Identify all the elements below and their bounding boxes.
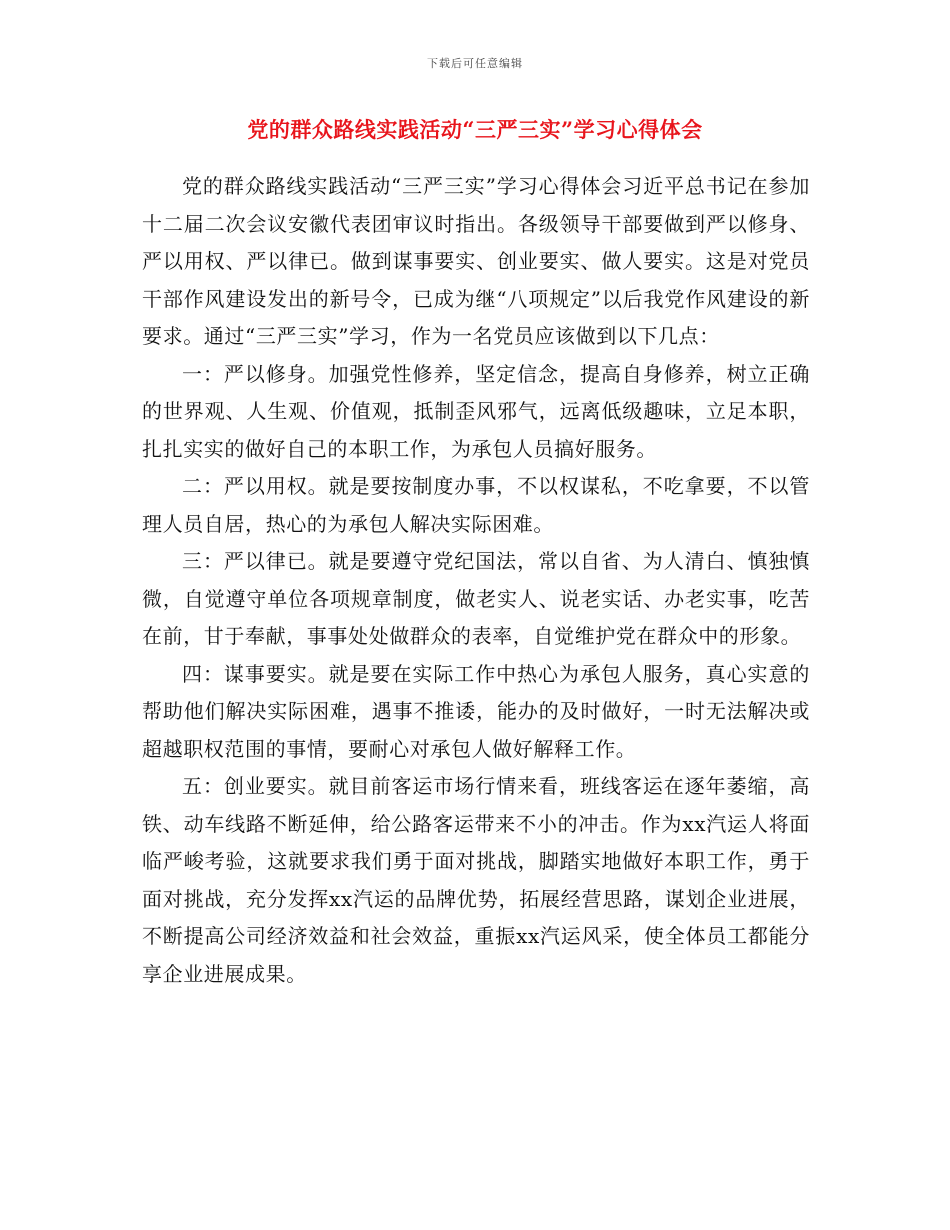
paragraph: 四：谋事要实。就是要在实际工作中热心为承包人服务，真心实意的帮助他们解决实际困难，遇事不推诿，能办的及时做好，一时无法解决或超越职权范围的事情，要耐心对承包人做好解释工作。	[142, 661, 810, 761]
header-note: 下载后可任意编辑	[427, 57, 523, 70]
document-title: 党的群众路线实践活动“三严三实”学习心得体会	[247, 117, 703, 142]
paragraph: 党的群众路线实践活动“三严三实”学习心得体会习近平总书记在参加十二届二次会议安徽代表团审议时指出。各级领导干部要做到严以修身、严以用权、严以律已。做到谋事要实、创业要实、做人要实。这是对党员干部作风建设发出的新号令，已成为继“八项规定”以后我党作风建设的新要求。通过“三严三实”学习，作为一名党员应该做到以下几点：	[142, 174, 810, 348]
paragraph: 一：严以修身。加强党性修养，坚定信念，提高自身修养，树立正确的世界观、人生观、价值观，抵制歪风邪气，远离低级趣味，立足本职，扎扎实实的做好自己的本职工作，为承包人员搞好服务。	[142, 361, 810, 461]
paragraph: 二：严以用权。就是要按制度办事，不以权谋私，不吃拿要，不以管理人员自居，热心的为承包人解决实际困难。	[142, 474, 810, 536]
paragraph: 三：严以律已。就是要遵守党纪国法，常以自省、为人清白、慎独慎微，自觉遵守单位各项规章制度，做老实人、说老实话、办老实事，吃苦在前，甘于奉献，事事处处做群众的表率，自觉维护党在群众中的形象。	[142, 549, 810, 648]
paragraph: 五：创业要实。就目前客运市场行情来看，班线客运在逐年萎缩，高铁、动车线路不断延伸，给公路客运带来不小的冲击。作为xx汽运人将面临严峻考验，这就要求我们勇于面对挑战，脚踏实地做好本职工作，勇于面对挑战，充分发挥xx汽运的品牌优势，拓展经营思路，谋划企业进展，不断提高公司经济效益和社会效益，重振xx汽运风采，使全体员工都能分享企业进展成果。	[142, 774, 810, 986]
document-body	[142, 168, 810, 993]
